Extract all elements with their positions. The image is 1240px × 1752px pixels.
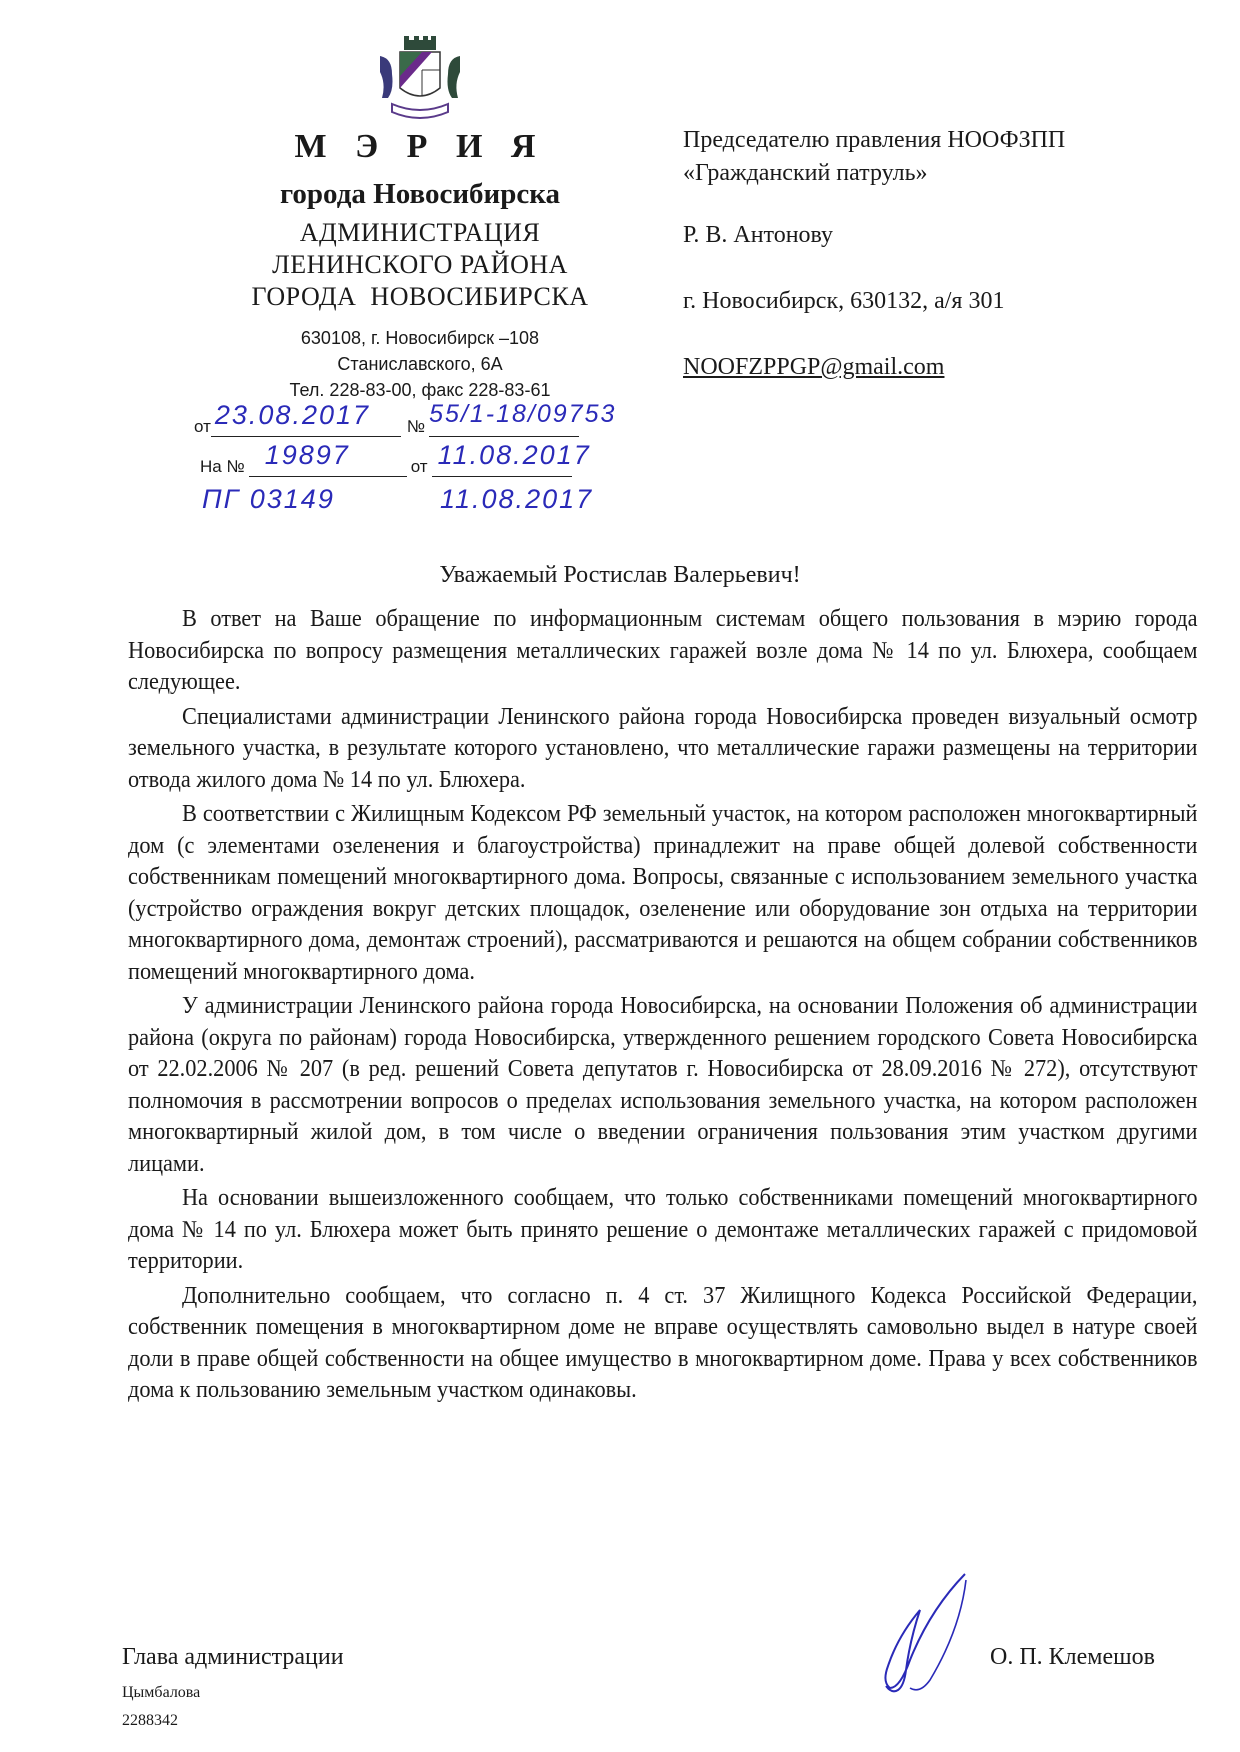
- executor-name: Цымбалова: [122, 1684, 201, 1701]
- outgoing-registration-row: [194, 400, 617, 437]
- addressee-email-link[interactable]: NOOFZPPGP@gmail.com: [683, 354, 945, 380]
- incoming-date-field: [432, 440, 591, 477]
- city-subtitle: города Новосибирска: [279, 178, 561, 210]
- incoming-number-value: 19897: [264, 440, 350, 470]
- body-paragraph-2: Специалистами администрации Ленинского района города Новосибирска проведен визуальный осмотр земельного участка, в результате которого установлено, что металлические гаражи размещены на территории отвода жилого дома № 14 по ул. Блюхера.: [128, 703, 1198, 793]
- extra-date-value: 11.08.2017: [440, 484, 594, 514]
- salutation: Уважаемый Ростислав Валерьевич!: [439, 562, 801, 588]
- sender-phone-fax: Тел. 228-83-00, факс 228-83-61: [289, 380, 551, 400]
- outgoing-number-field: [429, 400, 617, 437]
- signatory-name: О. П. Клемешов: [990, 1644, 1155, 1670]
- outgoing-number-value: 55/1-18/09753: [429, 400, 617, 428]
- addressee-organization: «Гражданский патруль»: [683, 160, 928, 186]
- incoming-number-label: На №: [200, 457, 245, 476]
- mayoralty-title: М Э Р И Я: [294, 128, 546, 165]
- extra-number-value: ПГ 03149: [202, 484, 335, 514]
- letter-body: [128, 604, 1198, 1410]
- body-paragraph-3: В соответствии с Жилищным Кодексом РФ земельный участок, на котором расположен многоквартирный дом (с элементами озеленения и благоустройства) принадлежит на праве общей долевой собственности собственникам помещений многоквартирного дома. Вопросы, связанные с использованием земельного участка (устройство ограждения вокруг детских площадок, озеленение или оборудование зон отдыха на территории многоквартирного дома, демонтаж строений), рассматриваются и решаются на общем собрании собственников помещений многоквартирного дома.: [128, 801, 1198, 985]
- incoming-registration-row: [200, 440, 591, 477]
- outgoing-date-value: 23.08.2017: [214, 400, 371, 430]
- addressee-name: Р. В. Антонову: [683, 222, 834, 248]
- outgoing-number-label: №: [406, 417, 426, 436]
- sender-address-line-1: 630108, г. Новосибирск –108: [300, 328, 540, 348]
- incoming-number-field: [249, 440, 407, 477]
- outgoing-date-field: [211, 400, 401, 437]
- body-paragraph-6: Дополнительно сообщаем, что согласно п. 4 ст. 37 Жилищного Кодекса Российской Федерации, собственник помещения в многоквартирном доме не вправе осуществлять самовольно выдел в натуре своей доли в праве общей собственности на общее имущество в многоквартирном доме. Права у всех собственников дома к пользованию земельным участком одинаковы.: [128, 1282, 1198, 1403]
- outgoing-date-label: от: [194, 417, 211, 436]
- incoming-date-label: от: [410, 457, 428, 476]
- admin-line-2: ЛЕНИНСКОГО РАЙОНА: [272, 250, 568, 279]
- addressee-address: г. Новосибирск, 630132, а/я 301: [683, 288, 1005, 314]
- sender-address-line-2: Станиславского, 6А: [337, 354, 503, 374]
- body-paragraph-1: В ответ на Ваше обращение по информационным системам общего пользования в мэрию города Новосибирска по вопросу размещения металлических гаражей возле дома № 14 по ул. Блюхера, сообщаем следующее.: [128, 606, 1198, 695]
- incoming-date-value: 11.08.2017: [437, 440, 591, 470]
- body-paragraph-5: На основании вышеизложенного сообщаем, что только собственниками помещений многоквартирного дома № 14 по ул. Блюхера может быть принято решение о демонтаже металлических гаражей с придомовой территории.: [128, 1185, 1198, 1274]
- admin-line-3: ГОРОДА НОВОСИБИРСКА: [251, 282, 589, 311]
- body-paragraph-4: У администрации Ленинского района города Новосибирска, на основании Положения об администрации района (округа по районам) города Новосибирска, утвержденного решением городского Совета Новосибирска от 22.02.2006 № 207 (в ред. решений Совета депутатов г. Новосибирска от 28.09.2016 № 272), отсутствуют полномочия в рассмотрении вопросов о пределах использования земельного участка, на котором расположен многоквартирный жилой дом, в том числе о введении ограничения пользования этим участком другими лицами.: [128, 993, 1198, 1177]
- addressee-position: Председателю правления НООФЗПП: [683, 127, 1066, 153]
- signatory-title: Глава администрации: [122, 1644, 344, 1670]
- admin-line-1: АДМИНИСТРАЦИЯ: [299, 218, 541, 247]
- executor-phone: 2288342: [122, 1712, 178, 1729]
- handwritten-signature-icon: [870, 1570, 980, 1700]
- coat-of-arms-icon: [370, 36, 470, 126]
